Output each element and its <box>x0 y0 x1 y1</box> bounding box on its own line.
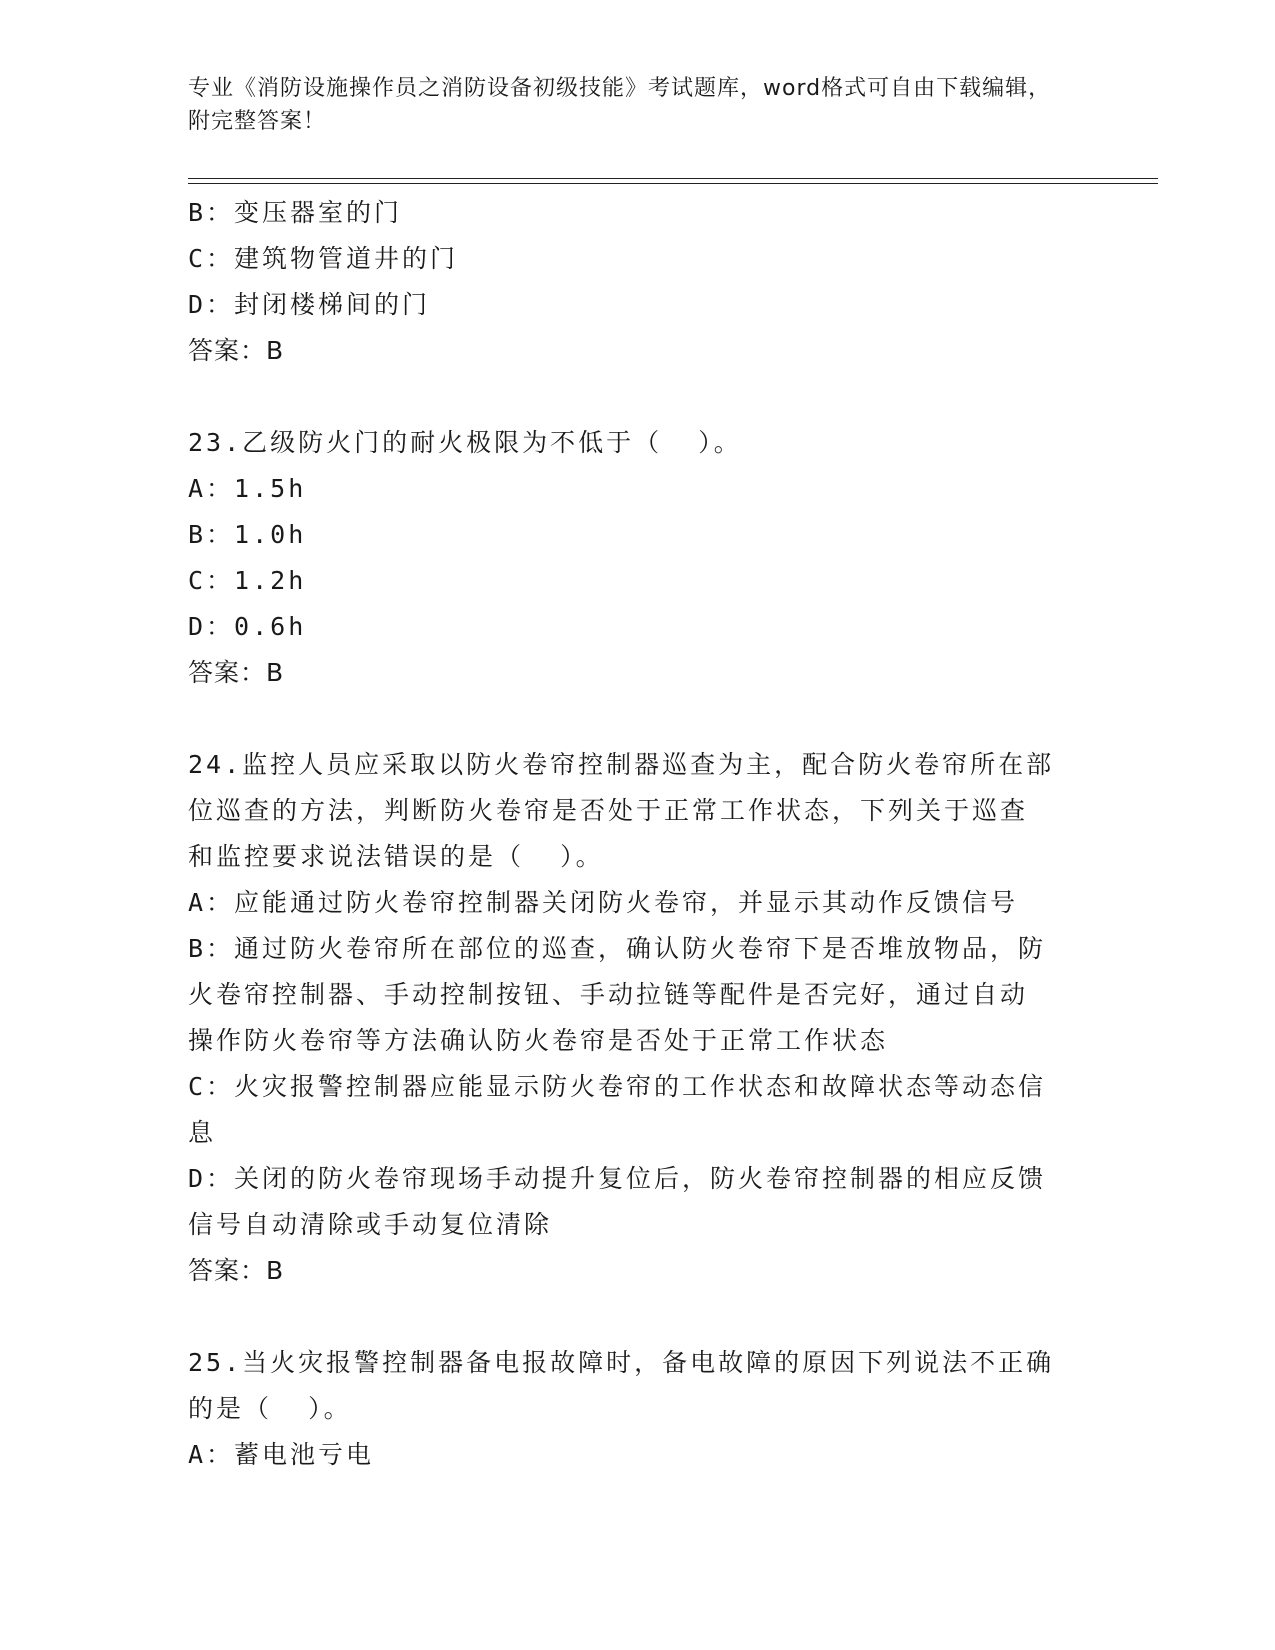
question-stem-line: 和监控要求说法错误的是（ ）。 <box>188 842 604 871</box>
option-c: C：1.2h <box>188 566 307 595</box>
question-stem-line: 24.监控人员应采取以防火卷帘控制器巡查为主，配合防火卷帘所在部 <box>188 750 1055 779</box>
question-stem-line: 的是（ ）。 <box>188 1394 352 1423</box>
spacer <box>188 1294 1088 1340</box>
answer: 答案：B <box>188 336 285 365</box>
document-header: 专业《消防设施操作员之消防设备初级技能》考试题库，word格式可自由下载编辑，附完整答案！ <box>188 76 1052 134</box>
answer: 答案：B <box>188 1256 285 1285</box>
question-24 <box>188 742 1088 1294</box>
question-22 <box>188 190 1088 374</box>
option-a: A：蓄电池亏电 <box>188 1440 375 1469</box>
option-c-continued: 息 <box>188 1118 217 1147</box>
option-a: A：1.5h <box>188 474 307 503</box>
option-d: D：关闭的防火卷帘现场手动提升复位后，防火卷帘控制器的相应反馈 <box>188 1164 1047 1193</box>
option-c: C：火灾报警控制器应能显示防火卷帘的工作状态和故障状态等动态信 <box>188 1072 1047 1101</box>
option-b: B：通过防火卷帘所在部位的巡查，确认防火卷帘下是否堆放物品，防 <box>188 934 1047 963</box>
option-d-continued: 信号自动清除或手动复位清除 <box>188 1210 553 1239</box>
option-b: B：1.0h <box>188 520 307 549</box>
question-25 <box>188 1340 1088 1478</box>
option-d: D：0.6h <box>188 612 307 641</box>
option-d: D：封闭楼梯间的门 <box>188 290 431 319</box>
header-divider-bottom <box>188 183 1158 184</box>
spacer <box>188 696 1088 742</box>
question-stem-line: 位巡查的方法，判断防火卷帘是否处于正常工作状态，下列关于巡查 <box>188 796 1029 825</box>
header-divider-top <box>188 178 1158 179</box>
spacer <box>188 374 1088 420</box>
question-content <box>188 190 1088 1478</box>
question-stem-line: 25.当火灾报警控制器备电报故障时，备电故障的原因下列说法不正确 <box>188 1348 1055 1377</box>
question-23 <box>188 420 1088 696</box>
option-b: B：变压器室的门 <box>188 198 403 227</box>
answer: 答案：B <box>188 658 285 687</box>
question-stem: 23.乙级防火门的耐火极限为不低于（ ）。 <box>188 428 742 457</box>
option-c: C：建筑物管道井的门 <box>188 244 459 273</box>
option-b-continued: 操作防火卷帘等方法确认防火卷帘是否处于正常工作状态 <box>188 1026 889 1055</box>
option-b-continued: 火卷帘控制器、手动控制按钮、手动拉链等配件是否完好，通过自动 <box>188 980 1029 1009</box>
option-a: A：应能通过防火卷帘控制器关闭防火卷帘，并显示其动作反馈信号 <box>188 888 1019 917</box>
